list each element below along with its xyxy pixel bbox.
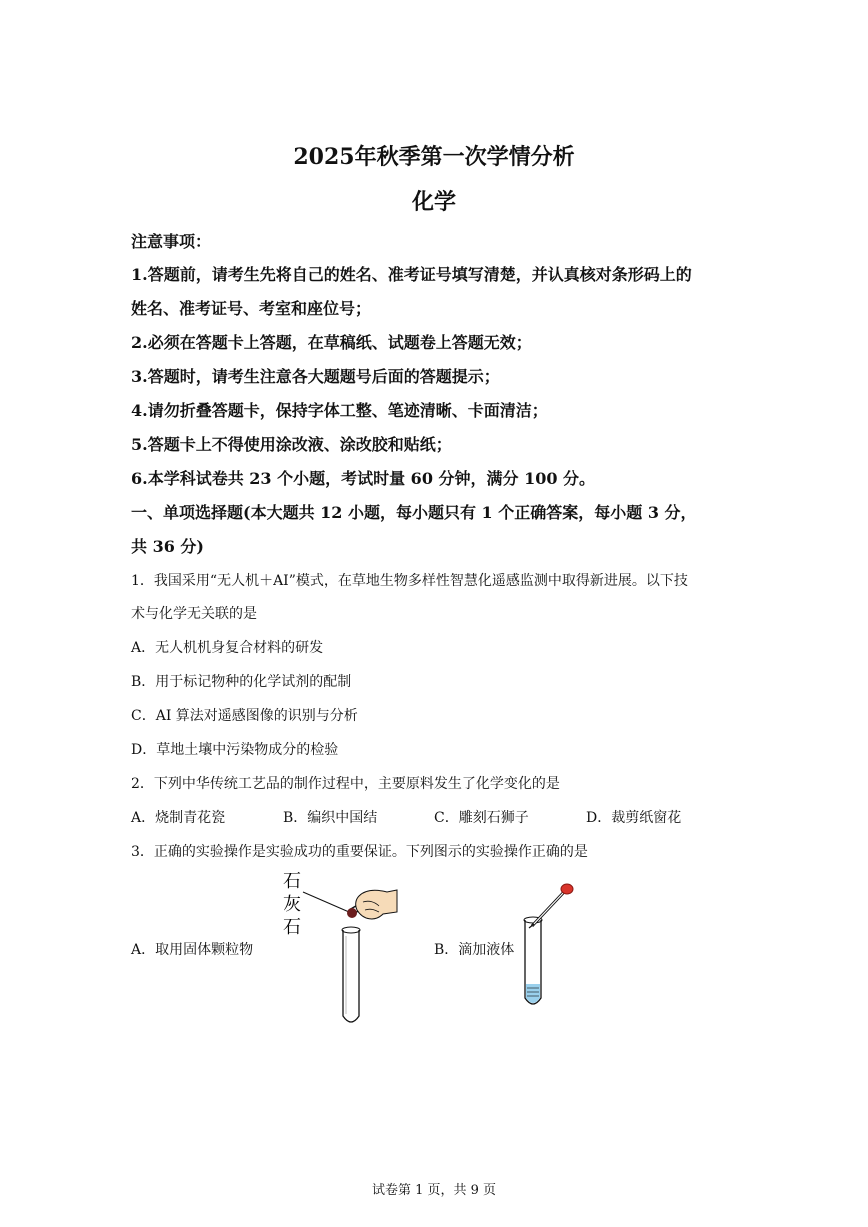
figure-b-dropper-tube [512,880,584,1010]
liquid [526,984,540,1003]
figure-a-tweezers-tube [275,866,405,1028]
question-3-option-a: A．取用固体颗粒物 [131,942,254,958]
dropper-bulb [561,884,573,894]
notice-item: 姓名、准考证号、考室和座位号； [131,299,372,318]
exam-subject: 化学 [411,189,456,215]
question-1-option-d: D．草地土壤中污染物成分的检验 [131,742,339,758]
notice-item: 1.答题前，请考生先将自己的姓名、准考证号填写清楚，并认真核对条形码上的 [131,265,692,284]
figure-a-label-char: 石 [283,917,301,938]
question-2-option-a: A．烧制青花瓷 [131,810,226,826]
limestone-particle [347,908,357,918]
section-heading: 共 36 分) [131,537,204,556]
notice-item: 2.必须在答题卡上答题，在草稿纸、试题卷上答题无效； [131,333,532,352]
notice-heading: 注意事项： [131,232,212,251]
question-1-stem: 1．我国采用“无人机＋AI”模式，在草地生物多样性智慧化遥感监测中取得新进展。以下技 [131,573,688,589]
question-3-option-b: B．滴加液体 [434,942,515,958]
notice-item: 4.请勿折叠答题卡，保持字体工整、笔迹清晰、卡面清洁； [131,401,548,420]
question-2-option-c: C．雕刻石狮子 [434,810,529,826]
question-2-option-b: B．编织中国结 [283,810,378,826]
question-1-option-a: A．无人机机身复合材料的研发 [131,640,324,656]
question-2-option-d: D．裁剪纸窗花 [586,810,682,826]
page-footer: 试卷第 1 页，共 9 页 [371,1183,497,1198]
question-3-stem: 3．正确的实验操作是实验成功的重要保证。下列图示的实验操作正确的是 [131,844,588,860]
test-tube-icon [343,930,359,1022]
notice-item: 6.本学科试卷共 23 个小题，考试时量 60 分钟，满分 100 分。 [131,469,596,488]
question-2-stem: 2．下列中华传统工艺品的制作过程中，主要原料发生了化学变化的是 [131,776,560,792]
question-1-stem: 术与化学无关联的是 [131,606,257,622]
pointer-line [303,892,349,912]
question-1-option-b: B．用于标记物种的化学试剂的配制 [131,674,352,690]
hand-icon [356,890,397,919]
exam-title: 2025年秋季第一次学情分析 [293,144,575,170]
notice-item: 5.答题卡上不得使用涂改液、涂改胶和贴纸； [131,435,452,454]
question-1-option-c: C．AI 算法对遥感图像的识别与分析 [131,708,358,724]
notice-item: 3.答题时，请考生注意各大题题号后面的答题提示； [131,367,500,386]
section-heading: 一、单项选择题(本大题共 12 小题，每小题只有 1 个正确答案，每小题 3 分， [131,503,697,522]
figure-a-label-char: 灰 [283,894,301,915]
figure-a-label-char: 石 [283,871,301,892]
